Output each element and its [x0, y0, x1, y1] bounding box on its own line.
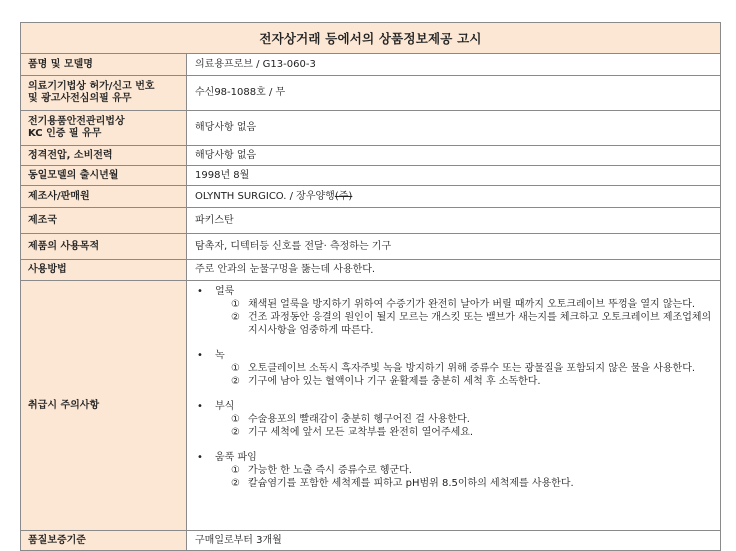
caution-item — [195, 464, 712, 477]
table-row — [21, 208, 721, 234]
caution-section-corrosion — [195, 400, 712, 439]
table-row — [21, 76, 721, 111]
circled-number: ② — [231, 312, 240, 323]
label-kc-cert-text: 전기용품안전관리법상 KC 인증 필 유무 — [28, 116, 125, 139]
caution-section-rust — [195, 349, 712, 388]
caution-item-text: 수술용포의 빨래감이 충분히 헹구어진 걸 사용한다. — [248, 414, 470, 425]
circled-number: ① — [231, 363, 240, 374]
caution-item-text: 기구에 남아 있는 혈액이나 기구 윤활제를 충분히 세척 후 소독한다. — [248, 376, 541, 387]
caution-heading: 얼룩 — [215, 286, 235, 297]
label-manufacturer: 제조사/판매원 — [21, 186, 187, 208]
bullet-icon: • — [197, 350, 203, 361]
circled-number: ① — [231, 465, 240, 476]
label-release-date: 동일모델의 출시년월 — [21, 166, 187, 186]
product-info-notice — [20, 22, 720, 551]
label-rated-voltage: 정격전압, 소비전력 — [21, 146, 187, 166]
table-row — [21, 166, 721, 186]
product-info-table — [20, 22, 721, 551]
caution-section-stain — [195, 285, 712, 337]
value-rated-voltage: 해당사항 없음 — [187, 146, 721, 166]
table-row — [21, 54, 721, 76]
table-row — [21, 146, 721, 166]
circled-number: ② — [231, 427, 240, 438]
caution-section-pitting — [195, 451, 712, 490]
caution-item — [195, 477, 712, 490]
value-kc-cert: 해당사항 없음 — [187, 111, 721, 146]
manufacturer-text: OLYNTH SURGICO. / 장우양행 — [195, 190, 335, 202]
label-quality: 품질보증기준 — [21, 531, 187, 551]
caution-item — [195, 375, 712, 388]
value-release-date: 1998년 8월 — [187, 166, 721, 186]
caution-heading: 녹 — [215, 350, 225, 361]
label-kc-cert — [21, 111, 187, 146]
caution-heading: 움푹 파임 — [215, 452, 257, 463]
caution-heading: 부식 — [215, 401, 235, 412]
table-row — [21, 234, 721, 260]
circled-number: ① — [231, 299, 240, 310]
caution-item-text: 칼슘염기를 포함한 세척제를 피하고 pH범위 8.5이하의 세척제를 사용한다. — [248, 478, 574, 489]
caution-item — [195, 413, 712, 426]
bullet-icon: • — [197, 286, 203, 297]
table-title: 전자상거래 등에서의 상품정보제공 고시 — [21, 23, 721, 54]
circled-number: ② — [231, 478, 240, 489]
value-manufacturer — [187, 186, 721, 208]
value-product-name: 의료용프로브 / G13-060-3 — [187, 54, 721, 76]
caution-item — [195, 426, 712, 439]
caution-item — [195, 298, 712, 311]
table-row — [21, 260, 721, 281]
label-medical-permit-text: 의료기기법상 허가/신고 번호 및 광고사전심의필 유무 — [28, 81, 155, 104]
bullet-icon: • — [197, 452, 203, 463]
label-purpose: 제품의 사용목적 — [21, 234, 187, 260]
caution-item — [195, 362, 712, 375]
value-purpose: 탐촉자, 디텍터등 신호를 전달· 측정하는 기구 — [187, 234, 721, 260]
caution-item — [195, 311, 712, 337]
value-cautions — [187, 281, 721, 531]
label-cautions: 취급시 주의사항 — [21, 281, 187, 531]
caution-item-text: 기구 세척에 앞서 모든 교착부를 완전히 열어주세요. — [248, 427, 474, 438]
manufacturer-strike-text: (주) — [334, 190, 353, 202]
value-country: 파키스탄 — [187, 208, 721, 234]
caution-item-text: 건조 과정동안 응결의 원인이 될지 모르는 개스킷 또는 밸브가 새는지를 체크하고 오토크레이브 제조업체의 지시사항을 엄중하게 따른다. — [248, 312, 712, 336]
circled-number: ① — [231, 414, 240, 425]
value-usage: 주로 안과의 눈물구멍을 뚫는데 사용한다. — [187, 260, 721, 281]
label-product-name: 품명 및 모델명 — [21, 54, 187, 76]
bullet-icon: • — [197, 401, 203, 412]
label-country: 제조국 — [21, 208, 187, 234]
table-row — [21, 281, 721, 531]
table-row — [21, 111, 721, 146]
caution-item-text: 오토클레이브 소독시 흑자주빛 녹을 방지하기 위해 증류수 또는 광물질을 포함되지 않은 물을 사용한다. — [248, 363, 696, 374]
table-row — [21, 531, 721, 551]
caution-item-text: 채색된 얼룩을 방지하기 위하여 수증기가 완전히 날아가 버릴 때까지 오토크레이브 뚜껑을 열지 않는다. — [248, 299, 696, 310]
label-medical-permit — [21, 76, 187, 111]
value-quality: 구매일로부터 3개월 — [187, 531, 721, 551]
table-row — [21, 186, 721, 208]
label-usage: 사용방법 — [21, 260, 187, 281]
circled-number: ② — [231, 376, 240, 387]
caution-item-text: 가능한 한 노출 즉시 증류수로 헹군다. — [248, 465, 412, 476]
value-medical-permit: 수신98-1088호 / 무 — [187, 76, 721, 111]
